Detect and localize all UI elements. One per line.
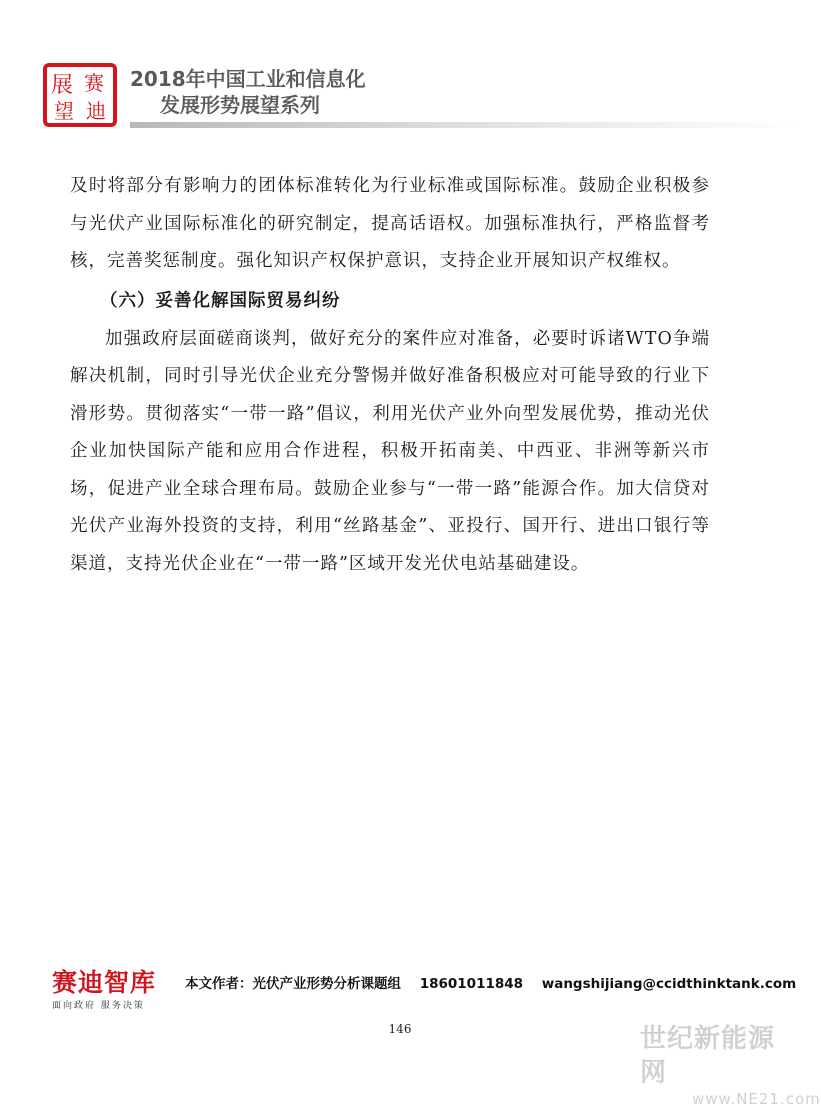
author-phone: 18601011848 bbox=[419, 976, 524, 992]
logo-seal bbox=[42, 62, 118, 128]
header-divider bbox=[130, 122, 800, 128]
series-title-line2: 发展形势展望系列 bbox=[160, 93, 320, 117]
seal-char-1: 展 bbox=[50, 73, 74, 98]
series-title bbox=[130, 66, 366, 118]
watermark bbox=[640, 1022, 821, 1108]
seal-char-3: 望 bbox=[54, 99, 74, 123]
seal-char-2: 赛 bbox=[84, 71, 104, 95]
author-label: 本文作者：光伏产业形势分析课题组 bbox=[185, 976, 401, 992]
author-email: wangshijiang@ccidthinktank.com bbox=[541, 976, 797, 992]
series-title-line1: 2018年中国工业和信息化 bbox=[130, 67, 366, 91]
brand-slogan: 面向政府 服务决策 bbox=[52, 1001, 145, 1011]
paragraph: 加强政府层面磋商谈判，做好充分的案件应对准备，必要时诉诸WTO争端解决机制，同时引导光伏企业充分警惕并做好准备积极应对可能导致的行业下滑形势。贯彻落实“一带一路”倡议，利用光伏产业外向型发展优势，推动光伏企业加快国际产能和应用合作进程，积极开拓南美、中西亚、非洲等新兴市场，促进产业全球合理布局。鼓励企业参与“一带一路”能源合作。加大信贷对光伏产业海外投资的支持，利用“丝路基金”、亚投行、国开行、进出口银行等渠道，支持光伏企业在“一带一路”区域开发光伏电站基础建设。 bbox=[70, 328, 710, 574]
section-heading: （六）妥善化解国际贸易纠纷 bbox=[100, 290, 341, 311]
page-number: 146 bbox=[388, 1022, 412, 1036]
document-body bbox=[70, 168, 710, 583]
watermark-line1: 世纪新能源网 bbox=[640, 1024, 776, 1088]
watermark-line2: www.NE21.com bbox=[692, 1090, 821, 1108]
author-line bbox=[185, 972, 810, 992]
seal-char-4: 迪 bbox=[86, 99, 106, 123]
paragraph: 及时将部分有影响力的团体标准转化为行业标准或国际标准。鼓励企业积极参与光伏产业国际标准化的研究制定，提高话语权。加强标准执行，严格监督考核，完善奖惩制度。强化知识产权保护意识，支持企业开展知识产权维权。 bbox=[70, 176, 710, 271]
brand-logo: 赛迪智库 bbox=[52, 968, 157, 997]
seal-icon bbox=[42, 62, 118, 128]
footer-brand bbox=[52, 968, 170, 1012]
